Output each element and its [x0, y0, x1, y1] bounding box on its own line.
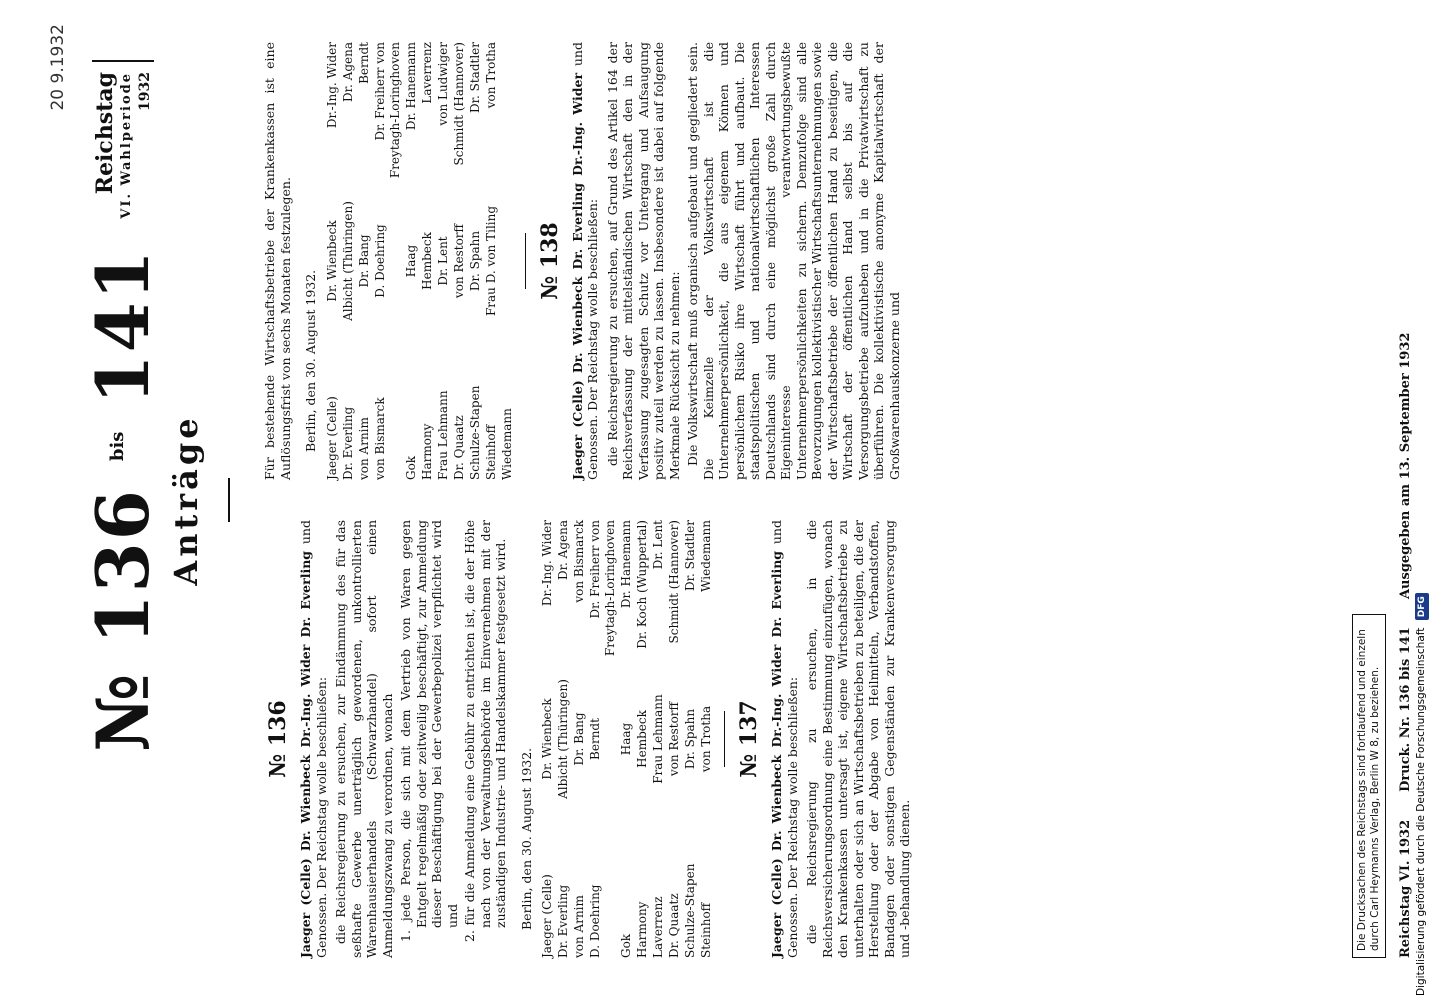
signer-name: Haag — [403, 244, 418, 278]
signer-name: Dr. Agena — [556, 520, 570, 580]
signer-name: von Bismarck — [372, 397, 387, 480]
date-stamp: 20 9.1932 — [48, 24, 68, 111]
signer-name: Dr.-Ing. Wider — [324, 42, 339, 129]
signer-name: von Trotha — [483, 42, 498, 109]
left-column — [262, 520, 916, 958]
signer-name: Dr. Freiherr von Freytagh-Loringhoven — [372, 42, 402, 179]
page-title: Anträge — [167, 414, 205, 586]
motion-137-movers-tail: und Genossen. Der Reichstag wolle beschließen: — [769, 520, 800, 958]
signer-name: D. Doehring — [588, 884, 602, 958]
signer-name: von Ludwiger — [435, 42, 450, 126]
reichstag-name: Reichstag — [92, 72, 118, 195]
signer-name: Dr. Wienbeck — [324, 220, 339, 302]
signer-name: Dr. Quaatz — [667, 893, 681, 958]
signer-name: Berndt — [356, 42, 371, 84]
signer-name: Dr. Stadtler — [467, 42, 482, 114]
page-footer — [1398, 58, 1414, 958]
motion-137-continuation: Für bestehende Wirtschaftsbetriebe der Krankenkassen ist eine Auflösungsfrist von sechs Monaten festzulegen. — [262, 42, 293, 480]
motion-137-signers — [325, 42, 515, 480]
signer-name: Gok — [403, 455, 418, 480]
signer-name: Harmony — [419, 423, 434, 480]
signer-name — [500, 42, 515, 184]
footer-session: Reichstag VI. 1932 — [1398, 819, 1413, 958]
motion-138-intro: die Reichsregierung zu ersuchen, auf Grund des Artikel 164 der Reichsverfassung der mittelständischen Wirtschaft den in der Verfassung zugesagten Schutz vor Untergang und Aufsaugung positiv zuteil werden zu lassen. Insbesondere ist dabei auf folgende Merkmale Rücksicht zu nehmen: — [604, 42, 682, 480]
motion-136-number: № 136 — [265, 700, 291, 778]
motion-137-number: № 137 — [736, 700, 762, 778]
motion-136-mover-names: Jaeger (Celle) Dr. Wienbeck Dr.-Ing. Wider Dr. Everling — [298, 550, 313, 958]
signer-name: Hembeck — [635, 710, 649, 768]
signer-name: Dr. Lent — [435, 236, 450, 286]
signer-name: Hembeck — [419, 232, 434, 290]
signer-name: von Arnim — [356, 417, 371, 480]
signer-name: Dr.-Ing. Wider — [540, 520, 554, 607]
footer-issue-date: Ausgegeben am 13. September 1932 — [1398, 332, 1413, 600]
motion-138-movers — [570, 42, 601, 480]
signer-name: Dr. Koch (Wuppertal) — [635, 520, 649, 649]
signer-name — [500, 190, 515, 332]
signer-name: Frau D. von Tiling — [483, 205, 498, 317]
signer-name: Dr. Hanemann — [619, 520, 633, 609]
range-start: № 136 — [80, 488, 165, 752]
signer-name: Gok — [619, 933, 633, 958]
signer-name: Albicht (Thüringen) — [340, 201, 355, 321]
signer-name: Dr. Everling — [340, 406, 355, 480]
signer-name: Schmidt (Hannover) — [451, 42, 466, 166]
signer-name: Dr. Freiherr von Freytagh-Loringhoven — [588, 520, 617, 657]
signer-name: Jaeger (Celle) — [540, 874, 554, 958]
signer-name: Dr. Lent — [651, 520, 665, 570]
signer-name: Berndt — [588, 718, 602, 760]
signer-name: Dr. Stadtler — [683, 520, 697, 592]
motion-136-movers — [298, 520, 329, 958]
signer-name: Schulze-Stapen — [467, 385, 482, 480]
signer-name: Steinhoff — [483, 424, 498, 480]
signer-name: Dr. Wienbeck — [540, 698, 554, 780]
signer-name: Laverrenz — [419, 42, 434, 104]
right-column — [262, 42, 905, 480]
section-divider — [724, 711, 725, 767]
signer-name: Albicht (Thüringen) — [556, 679, 570, 799]
title-divider — [228, 478, 230, 522]
motion-136-point-1: 1. jede Person, die sich mit dem Vertrieb von Waren gegen Entgelt regelmäßig oder zeitweilig beschäftigt, zur Anmeldung dieser Beschäftigung bei der Gewerbepolizei verpflichtet wird und — [398, 520, 460, 942]
dfg-logo: DFG — [1415, 593, 1429, 620]
signer-name: Wiedemann — [699, 520, 713, 592]
signer-name: Jaeger (Celle) — [324, 396, 339, 480]
signer-name: Dr. Spahn — [683, 708, 697, 770]
signer-name: Harmony — [635, 901, 649, 958]
motion-136-dateline: Berlin, den 30. August 1932. — [518, 747, 534, 930]
signer-name: Dr. Bang — [356, 234, 371, 288]
signer-name: Schulze-Stapen — [683, 863, 697, 958]
motion-136-intro: die Reichsregierung zu ersuchen, zur Eindämmung des für das seßhafte Gewerbe unerträglich gewordenen, unkontrollierten Warenhausierhandels (Schwarzhandel) sofort einen Anmeldungszwang zu verordnen, wonach — [333, 520, 395, 958]
signer-name: Schmidt (Hannover) — [667, 520, 681, 644]
motion-137-mover-names: Jaeger (Celle) Dr. Wienbeck Dr.-Ing. Wider Dr. Everling — [769, 550, 784, 958]
digitization-credit — [1414, 0, 1429, 996]
reichstag-period: VI. Wahlperiode — [119, 72, 134, 219]
motion-136-signers — [540, 520, 714, 958]
motion-136-movers-tail: und Genossen. Der Reichstag wolle beschließen: — [298, 520, 329, 958]
signer-name: Frau Lehmann — [651, 694, 665, 784]
signer-name: Dr. Everling — [556, 884, 570, 958]
motion-138-number: № 138 — [536, 222, 563, 300]
signer-name: Dr. Agena — [340, 42, 355, 102]
signer-name: Wiedemann — [499, 408, 514, 480]
motion-136-point-2: 2. für die Anmeldung eine Gebühr zu entrichten ist, die der Höhe nach von der Verwaltungsbehörde im Einvernehmen mit der zuständigen Industrie- und Handelskammer festgesetzt wird. — [462, 520, 508, 942]
signer-name: Laverrenz — [651, 896, 665, 958]
document-number-range — [78, 0, 163, 1000]
motion-137-dateline: Berlin, den 30. August 1932. — [303, 269, 318, 452]
footer-print-number: Druck. Nr. 136 bis 141 — [1398, 627, 1413, 792]
motion-138-paragraph: Die Volkswirtschaft muß organisch aufgebaut und gegliedert sein. Die Keimzelle der Volkswirtschaft ist die Unternehmerpersönlichkeit, die aus eigenem Können und persönlichem Risiko ihre Wirtschaft führt und aufbaut. Die staatspolitischen und nationalwirtschaftlichen Interessen Deutschlands sind durch eine möglichst große Zahl durch Eigeninteresse verantwortungsbewußte Unternehmerpersönlichkeiten zu sichern. Demzufolge sind alle Bevorzugungen kollektivistischer Wirtschaftsunternehmungen sowie der Wirtschaftsbetriebe der öffentlichen Hand zu beseitigen, die Wirtschaft der öffentlichen Hand selbst bis auf die Versorgungsbetriebe aufzuheben und in die Privatwirtschaft zu überführen. Die kollektivistische anonyme Kapitalwirtschaft der Großwarenhauskonzerne und — [685, 42, 902, 480]
distribution-notice: Die Drucksachen des Reichstags sind fortlaufend und einzeln durch Carl Heymanns Verlag, Berlin W 8, zu beziehen. — [1352, 614, 1386, 958]
motion-138-movers-tail: und Genossen. Der Reichstag wolle beschließen: — [569, 42, 600, 480]
signer-name: Dr. Bang — [572, 712, 586, 766]
signer-name: von Restorff — [667, 701, 681, 777]
range-end: 141 — [80, 248, 165, 405]
motion-138-mover-names: Jaeger (Celle) Dr. Wienbeck Dr. Everling Dr.-Ing. Wider — [569, 72, 585, 480]
range-word: bis — [107, 431, 128, 462]
credit-text: Digitalisierung gefördert durch die Deutsche Forschungsgemeinschaft — [1415, 627, 1427, 996]
signer-name: D. Doehring — [372, 224, 387, 298]
signer-name: Haag — [619, 722, 633, 756]
signer-name: von Arnim — [572, 895, 586, 958]
reichstag-year: 1932 — [137, 72, 153, 111]
signer-name: von Bismarck — [572, 520, 586, 603]
signer-name: Dr. Hanemann — [403, 42, 418, 131]
signer-name: Dr. Quaatz — [451, 415, 466, 480]
signer-name: von Trotha — [699, 705, 713, 773]
signer-name: Frau Lehmann — [435, 390, 450, 480]
motion-137-text: die Reichsregierung zu ersuchen, in die Reichsversicherungsordnung eine Bestimmung einzufügen, wonach den Krankenkassen untersagt ist, eigene Wirtschaftsbetriebe zu unterhalten oder sich an Wirtschaftsbetrieben zu beteiligen, die der Herstellung oder der Abgabe von Heilmitteln, Verbandstoffen, Bandagen oder sonstigen Gegenständen zur Krankenversorgung und -behandlung dienen. — [804, 520, 912, 958]
signer-name: Steinhoff — [699, 902, 713, 958]
section-divider — [525, 233, 526, 289]
motion-137-movers — [769, 520, 800, 958]
signer-name: von Restorff — [451, 223, 466, 299]
signer-name: Dr. Spahn — [467, 230, 482, 292]
